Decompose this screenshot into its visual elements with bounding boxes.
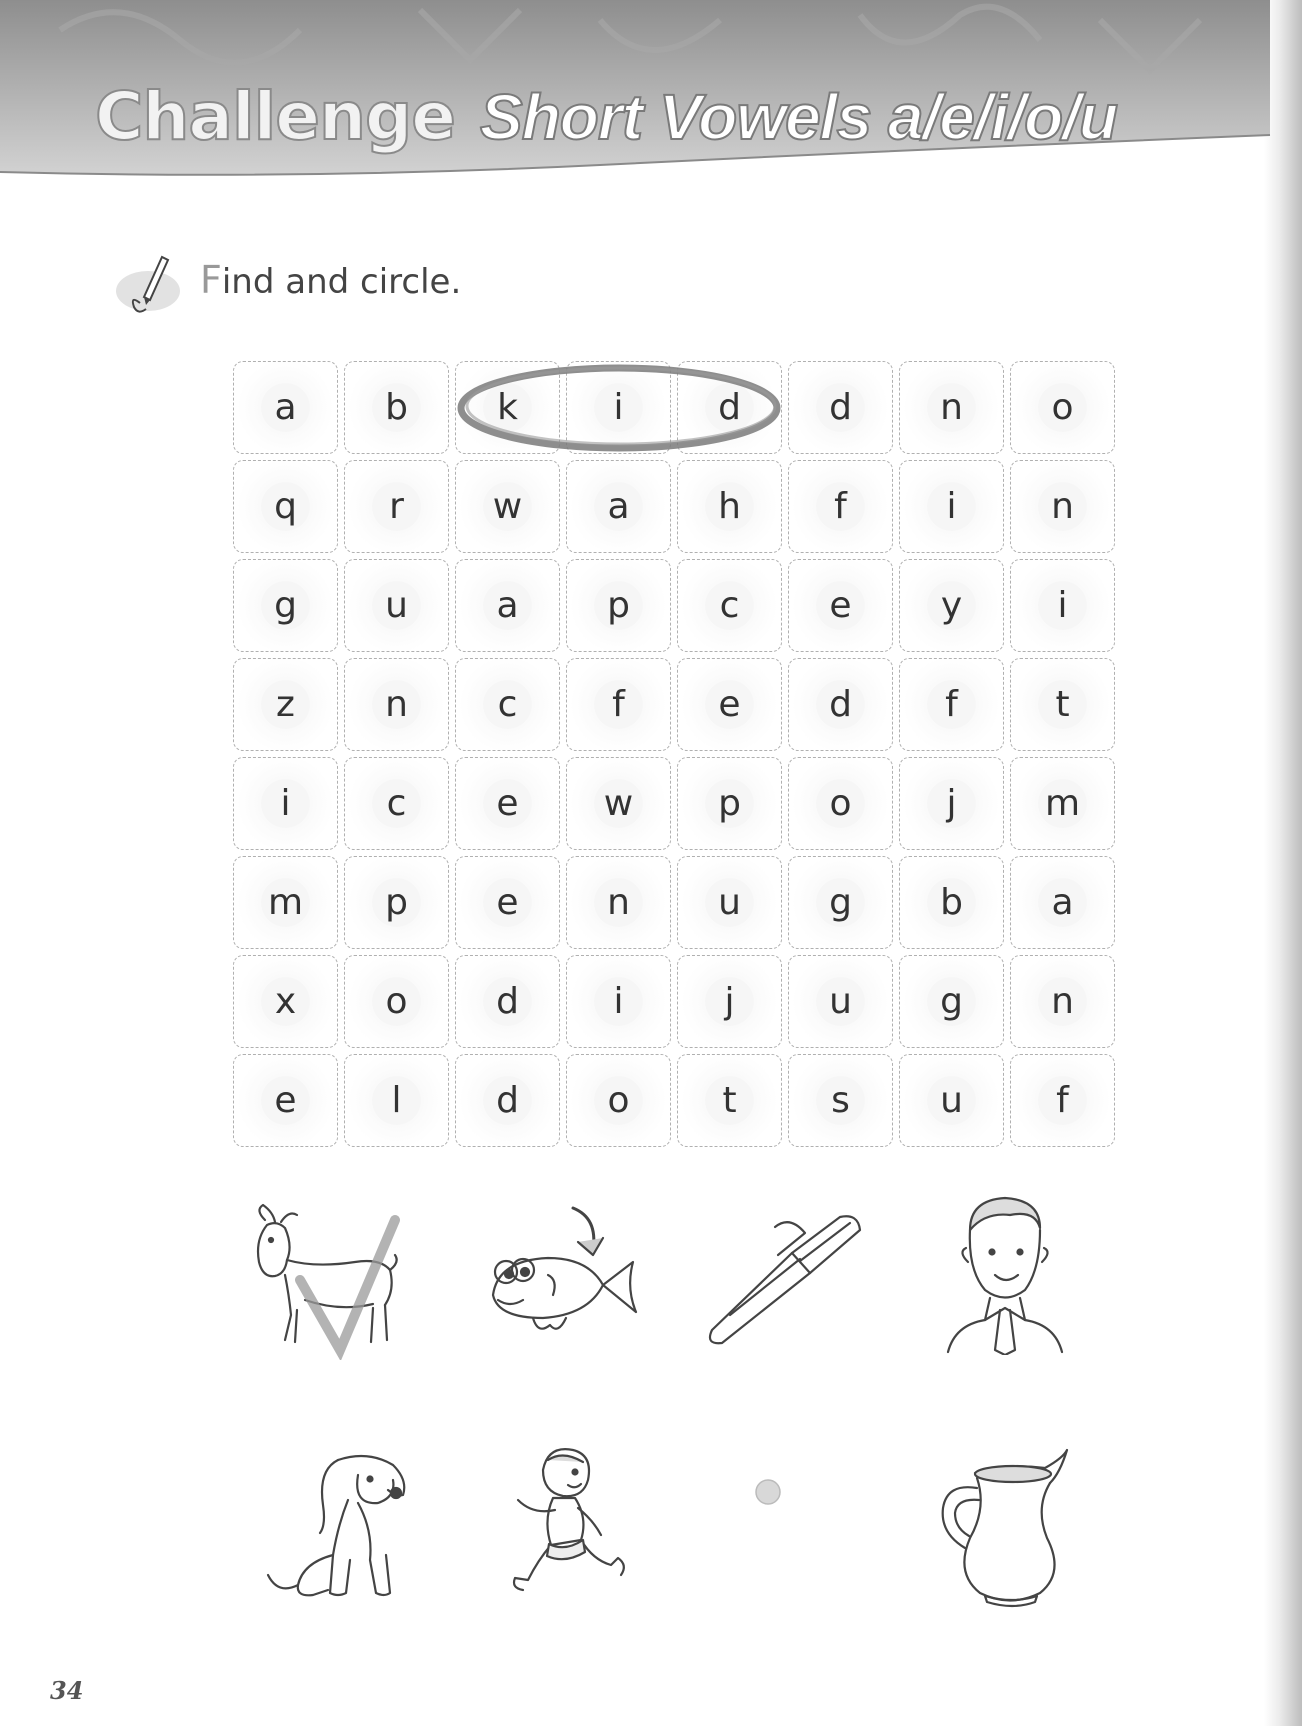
lesson-subtitle: Short Vowels a/e/i/o/u <box>480 81 1118 153</box>
grid-cell[interactable] <box>788 658 893 751</box>
grid-cell[interactable] <box>566 757 671 850</box>
grid-cell[interactable] <box>1010 955 1115 1048</box>
cell-letter: j <box>724 981 735 1022</box>
cell-letter: i <box>946 486 957 527</box>
cell-letter: z <box>276 684 295 725</box>
cell-letter: e <box>496 783 519 824</box>
grid-cell[interactable] <box>1010 856 1115 949</box>
grid-cell[interactable] <box>788 955 893 1048</box>
grid-cell[interactable] <box>1010 559 1115 652</box>
cell-letter: u <box>940 1080 963 1121</box>
cell-letter: d <box>718 387 741 428</box>
grid-cell[interactable] <box>455 361 560 454</box>
grid-cell[interactable] <box>1010 658 1115 751</box>
cell-letter: i <box>280 783 291 824</box>
grid-cell[interactable] <box>677 361 782 454</box>
grid-cell[interactable] <box>233 757 338 850</box>
cell-letter: o <box>607 1080 630 1121</box>
grid-cell[interactable] <box>788 460 893 553</box>
cell-letter: g <box>274 585 297 626</box>
cell-letter: f <box>612 684 625 725</box>
cell-letter: e <box>718 684 741 725</box>
cell-letter: p <box>385 882 408 923</box>
cell-letter: x <box>274 981 297 1022</box>
grid-cell[interactable] <box>455 1054 560 1147</box>
cell-letter: q <box>274 486 297 527</box>
cell-letter: f <box>834 486 847 527</box>
cell-letter: r <box>389 486 404 527</box>
grid-cell[interactable] <box>788 559 893 652</box>
grid-cell[interactable] <box>677 955 782 1048</box>
grid-cell[interactable] <box>566 460 671 553</box>
grid-cell[interactable] <box>233 658 338 751</box>
grid-cell[interactable] <box>344 658 449 751</box>
grid-cell[interactable] <box>788 361 893 454</box>
cell-letter: n <box>940 387 963 428</box>
cell-letter: l <box>391 1080 402 1121</box>
cell-letter: s <box>831 1080 850 1121</box>
grid-cell[interactable] <box>677 1054 782 1147</box>
grid-cell[interactable] <box>455 658 560 751</box>
grid-cell[interactable] <box>233 856 338 949</box>
grid-cell[interactable] <box>899 361 1004 454</box>
cell-letter: d <box>496 981 519 1022</box>
fish-picture[interactable] <box>478 1200 643 1350</box>
cell-letter: u <box>385 585 408 626</box>
cell-letter: m <box>267 882 304 923</box>
cell-letter: t <box>722 1080 737 1121</box>
instruction-rest: ind and circle. <box>221 262 462 302</box>
grid-cell[interactable] <box>899 460 1004 553</box>
cell-letter: e <box>496 882 519 923</box>
cell-letter: a <box>1051 882 1074 923</box>
grid-cell[interactable] <box>233 1054 338 1147</box>
cell-letter: b <box>385 387 408 428</box>
cell-letter: f <box>1056 1080 1069 1121</box>
cell-letter: c <box>497 684 518 725</box>
grid-cell[interactable] <box>344 559 449 652</box>
grid-cell[interactable] <box>344 856 449 949</box>
grid-cell[interactable] <box>455 559 560 652</box>
page-edge-shadow <box>1264 0 1302 1726</box>
grid-cell[interactable] <box>344 460 449 553</box>
grid-cell[interactable] <box>1010 460 1115 553</box>
cell-letter: d <box>496 1080 519 1121</box>
cell-letter: u <box>718 882 741 923</box>
cell-letter: i <box>613 387 624 428</box>
grid-cell[interactable] <box>566 1054 671 1147</box>
instruction-text <box>200 258 461 302</box>
cell-letter: h <box>718 486 741 527</box>
cell-letter: o <box>829 783 852 824</box>
cell-letter: n <box>607 882 630 923</box>
grid-cell[interactable] <box>455 460 560 553</box>
grid-cell[interactable] <box>788 856 893 949</box>
cell-letter: j <box>946 783 957 824</box>
grid-cell[interactable] <box>677 460 782 553</box>
cell-letter: t <box>1055 684 1070 725</box>
grid-cell[interactable] <box>233 955 338 1048</box>
grid-cell[interactable] <box>899 856 1004 949</box>
grid-cell[interactable] <box>899 658 1004 751</box>
cell-letter: e <box>829 585 852 626</box>
word-search-grid <box>230 358 1118 1150</box>
cell-letter: w <box>603 783 634 824</box>
cell-letter: g <box>940 981 963 1022</box>
grid-cell[interactable] <box>677 757 782 850</box>
grid-cell[interactable] <box>233 460 338 553</box>
grid-cell[interactable] <box>1010 757 1115 850</box>
instruction-row <box>110 245 461 315</box>
cell-letter: k <box>497 387 518 428</box>
cell-letter: i <box>1057 585 1068 626</box>
grid-cell[interactable] <box>344 955 449 1048</box>
cell-letter: m <box>1044 783 1081 824</box>
cell-letter: p <box>607 585 630 626</box>
header-banner <box>0 0 1302 185</box>
pen-picture[interactable] <box>700 1205 865 1355</box>
grid-cell[interactable] <box>566 559 671 652</box>
grid-cell[interactable] <box>344 1054 449 1147</box>
grid-cell[interactable] <box>1010 361 1115 454</box>
grid-cell[interactable] <box>899 955 1004 1048</box>
cell-letter: n <box>385 684 408 725</box>
grid-cell[interactable] <box>233 559 338 652</box>
cell-letter: a <box>274 387 297 428</box>
grid-cell[interactable] <box>455 757 560 850</box>
jug-picture[interactable] <box>935 1448 1070 1608</box>
cell-letter: p <box>718 783 741 824</box>
instruction-initial: F <box>200 258 222 302</box>
grid-cell[interactable] <box>677 856 782 949</box>
cell-letter: n <box>1051 981 1074 1022</box>
cell-letter: e <box>274 1080 297 1121</box>
grid-cell[interactable] <box>566 955 671 1048</box>
dog-picture[interactable] <box>258 1445 423 1605</box>
grid-cell[interactable] <box>455 955 560 1048</box>
pencil-icon <box>110 245 186 315</box>
challenge-title: Challenge <box>95 78 455 155</box>
grid-cell[interactable] <box>233 361 338 454</box>
grid-cell[interactable] <box>566 658 671 751</box>
cell-letter: i <box>613 981 624 1022</box>
grid-cell[interactable] <box>344 757 449 850</box>
cell-letter: f <box>945 684 958 725</box>
cell-letter: d <box>829 387 852 428</box>
grid-cell[interactable] <box>788 757 893 850</box>
grid-cell[interactable] <box>788 1054 893 1147</box>
cell-letter: a <box>496 585 519 626</box>
grid-cell[interactable] <box>677 658 782 751</box>
grid-cell[interactable] <box>1010 1054 1115 1147</box>
cell-letter: u <box>829 981 852 1022</box>
cell-letter: d <box>829 684 852 725</box>
page-number: 34 <box>50 1676 84 1705</box>
kid-picture[interactable] <box>493 1440 638 1605</box>
cell-letter: w <box>492 486 523 527</box>
grid-cell[interactable] <box>899 559 1004 652</box>
grid-cell[interactable] <box>566 361 671 454</box>
grid-cell[interactable] <box>899 1054 1004 1147</box>
cell-letter: y <box>940 585 963 626</box>
cell-letter: o <box>385 981 408 1022</box>
grid-cell[interactable] <box>899 757 1004 850</box>
man-picture[interactable] <box>940 1190 1070 1355</box>
empty-dot <box>753 1477 783 1507</box>
grid-cell[interactable] <box>455 856 560 949</box>
goat-picture[interactable] <box>245 1200 415 1360</box>
cell-letter: c <box>386 783 407 824</box>
cell-letter: n <box>1051 486 1074 527</box>
cell-letter: a <box>607 486 630 527</box>
cell-letter: b <box>940 882 963 923</box>
grid-cell[interactable] <box>677 559 782 652</box>
cell-letter: o <box>1051 387 1074 428</box>
cell-letter: c <box>719 585 740 626</box>
grid-cell[interactable] <box>344 361 449 454</box>
cell-letter: g <box>829 882 852 923</box>
grid-cell[interactable] <box>566 856 671 949</box>
